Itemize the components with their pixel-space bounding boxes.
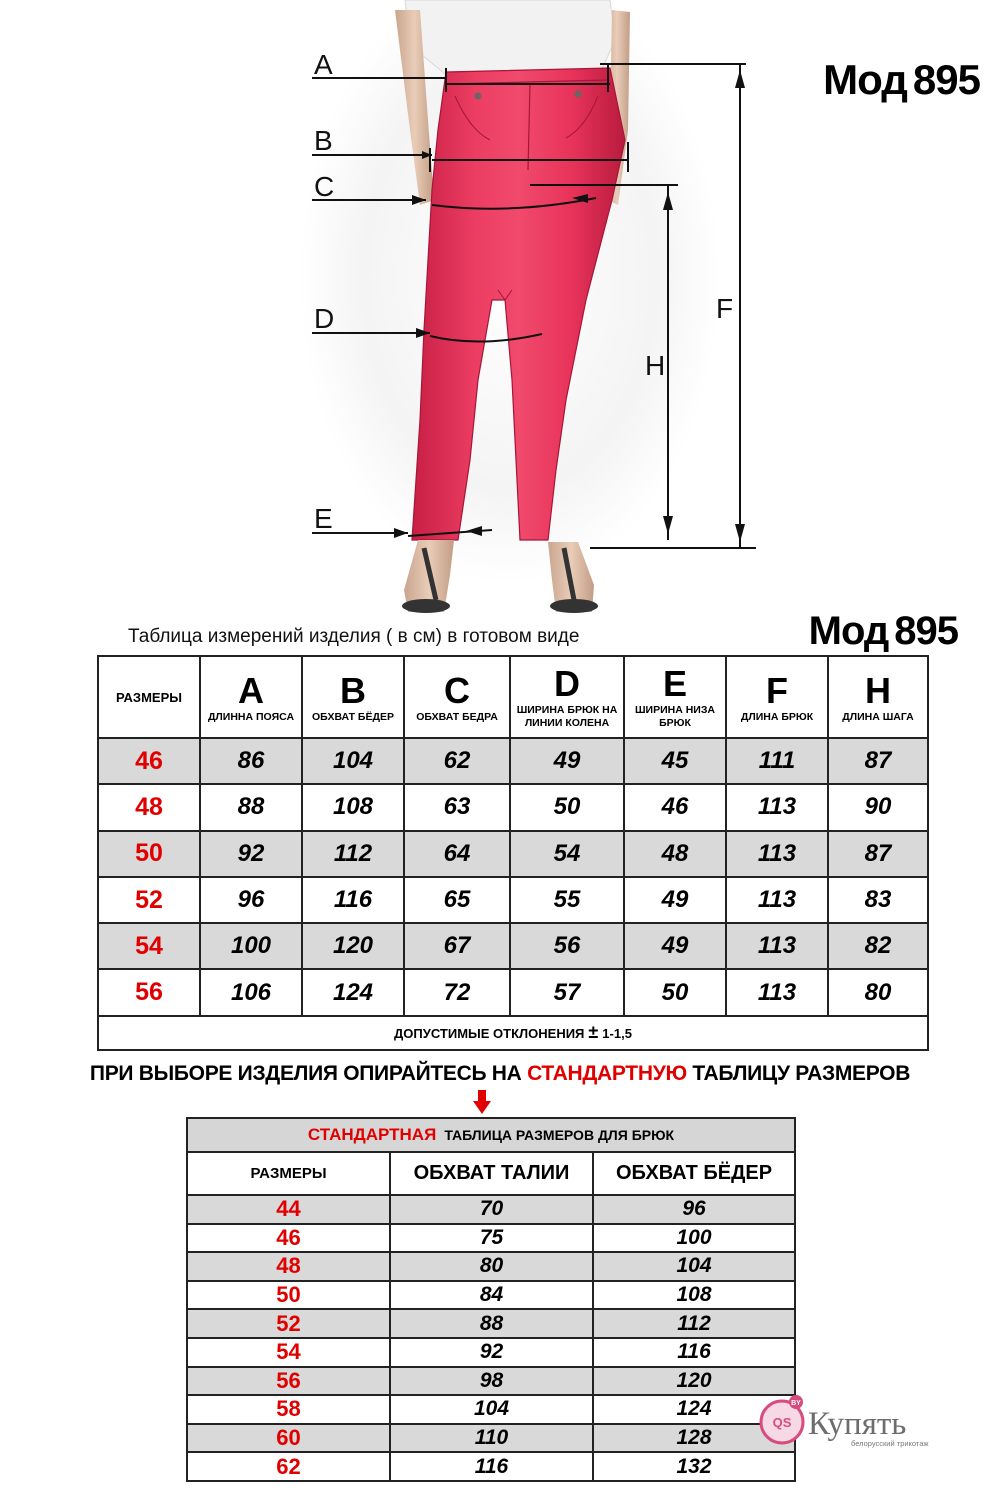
value-cell: 113 — [726, 831, 828, 877]
header-col-a — [200, 656, 302, 738]
model-label: Мод — [823, 56, 907, 103]
standard-size-cell: 50 — [187, 1281, 390, 1310]
header-letter: F — [766, 669, 788, 711]
table-row — [187, 1224, 795, 1253]
size-notice — [0, 1062, 1000, 1086]
table-row — [98, 831, 928, 877]
standard-hips-cell: 132 — [593, 1452, 795, 1481]
logo-tagline: белорусский трикотаж — [851, 1439, 929, 1448]
standard-body — [187, 1118, 795, 1481]
measurement-table — [97, 655, 929, 1051]
tolerance-label: ДОПУСТИМЫЕ ОТКЛОНЕНИЯ — [394, 1026, 585, 1042]
down-arrow-icon — [473, 1090, 491, 1114]
value-cell: 82 — [828, 923, 928, 969]
header-col-e — [624, 656, 726, 738]
model-number: 895 — [894, 609, 958, 653]
value-cell: 100 — [200, 923, 302, 969]
marker-f: F — [716, 293, 734, 324]
marker-c: C — [314, 171, 335, 202]
value-cell: 88 — [200, 784, 302, 830]
value-cell: 87 — [828, 738, 928, 784]
header-col-h — [828, 656, 928, 738]
value-cell: 83 — [828, 877, 928, 923]
standard-col-waist: ОБХВАТ ТАЛИИ — [390, 1152, 593, 1195]
header-letter: A — [238, 669, 264, 711]
value-cell: 87 — [828, 831, 928, 877]
standard-hips-cell: 104 — [593, 1252, 795, 1281]
value-cell: 49 — [624, 877, 726, 923]
standard-size-cell: 54 — [187, 1338, 390, 1367]
table-row — [187, 1252, 795, 1281]
header-col-f — [726, 656, 828, 738]
header-label: ШИРИНА БРЮК НА ЛИНИИ КОЛЕНА — [516, 704, 618, 729]
standard-waist-cell: 88 — [390, 1309, 593, 1338]
table-row — [98, 877, 928, 923]
size-cell: 56 — [98, 969, 200, 1015]
header-label: ДЛИННА ПОЯСА — [207, 710, 295, 723]
standard-hips-cell: 116 — [593, 1338, 795, 1367]
value-cell: 113 — [726, 784, 828, 830]
table-row — [98, 738, 928, 784]
logo-badge-text: QS — [772, 1415, 792, 1430]
size-cell: 52 — [98, 877, 200, 923]
standard-hips-cell: 96 — [593, 1195, 795, 1224]
value-cell: 49 — [510, 738, 624, 784]
table-row — [187, 1395, 795, 1424]
table-row — [187, 1424, 795, 1453]
header-col-d — [510, 656, 624, 738]
notice-after: ТАБЛИЦУ РАЗМЕРОВ — [686, 1062, 911, 1085]
header-label: ОБХВАТ БЁДЕР — [312, 710, 394, 723]
brand-logo — [756, 1386, 966, 1456]
value-cell: 55 — [510, 877, 624, 923]
value-cell: 63 — [404, 784, 510, 830]
standard-size-cell: 62 — [187, 1452, 390, 1481]
size-cell: 50 — [98, 831, 200, 877]
rivet-icon — [475, 93, 482, 100]
standard-hips-cell: 128 — [593, 1424, 795, 1453]
model-number-top — [823, 56, 980, 104]
logo-badge-sup: BY — [791, 1400, 801, 1407]
header-label: ШИРИНА НИЗА БРЮК — [634, 704, 716, 729]
marker-d: D — [314, 303, 335, 334]
value-cell: 106 — [200, 969, 302, 1015]
value-cell: 108 — [302, 784, 404, 830]
model-label: Мод — [808, 609, 889, 653]
value-cell: 62 — [404, 738, 510, 784]
value-cell: 80 — [828, 969, 928, 1015]
table-caption — [128, 609, 958, 653]
tolerance-cell — [98, 1016, 928, 1050]
standard-waist-cell: 98 — [390, 1367, 593, 1396]
value-cell: 116 — [302, 877, 404, 923]
standard-size-cell: 56 — [187, 1367, 390, 1396]
standard-waist-cell: 110 — [390, 1424, 593, 1453]
table-row — [187, 1338, 795, 1367]
standard-size-cell: 46 — [187, 1224, 390, 1253]
marker-a: A — [314, 49, 333, 80]
header-letter: D — [554, 663, 580, 704]
table-row — [187, 1195, 795, 1224]
value-cell: 120 — [302, 923, 404, 969]
standard-hips-cell: 112 — [593, 1309, 795, 1338]
value-cell: 45 — [624, 738, 726, 784]
tolerance-row — [98, 1016, 928, 1050]
value-cell: 67 — [404, 923, 510, 969]
measurement-body — [98, 738, 928, 1050]
value-cell: 90 — [828, 784, 928, 830]
standard-waist-cell: 92 — [390, 1338, 593, 1367]
value-cell: 49 — [624, 923, 726, 969]
size-cell: 46 — [98, 738, 200, 784]
standard-hips-cell: 108 — [593, 1281, 795, 1310]
table-row — [98, 969, 928, 1015]
standard-col-hips: ОБХВАТ БЁДЕР — [593, 1152, 795, 1195]
tolerance-value: 1-1,5 — [602, 1026, 632, 1042]
value-cell: 113 — [726, 923, 828, 969]
rivet-icon — [575, 91, 582, 98]
header-label: ДЛИНА ШАГА — [842, 710, 914, 723]
standard-waist-cell: 116 — [390, 1452, 593, 1481]
size-cell: 54 — [98, 923, 200, 969]
value-cell: 124 — [302, 969, 404, 1015]
standard-hips-cell: 124 — [593, 1395, 795, 1424]
value-cell: 56 — [510, 923, 624, 969]
header-col-b — [302, 656, 404, 738]
value-cell: 57 — [510, 969, 624, 1015]
value-cell: 96 — [200, 877, 302, 923]
value-cell: 65 — [404, 877, 510, 923]
standard-size-table — [186, 1117, 796, 1482]
standard-waist-cell: 75 — [390, 1224, 593, 1253]
standard-waist-cell: 104 — [390, 1395, 593, 1424]
measurement-header-row — [98, 656, 928, 738]
header-letter: B — [340, 669, 366, 711]
table-row — [187, 1367, 795, 1396]
standard-size-cell: 60 — [187, 1424, 390, 1453]
logo-brand-name: Купять — [808, 1406, 907, 1442]
marker-h: H — [645, 350, 666, 381]
value-cell: 50 — [510, 784, 624, 830]
value-cell: 111 — [726, 738, 828, 784]
standard-waist-cell: 80 — [390, 1252, 593, 1281]
standard-column-row — [187, 1152, 795, 1195]
standard-waist-cell: 84 — [390, 1281, 593, 1310]
standard-size-cell: 44 — [187, 1195, 390, 1224]
value-cell: 113 — [726, 877, 828, 923]
value-cell: 104 — [302, 738, 404, 784]
header-letter: E — [662, 663, 687, 704]
value-cell: 48 — [624, 831, 726, 877]
table-row — [98, 784, 928, 830]
size-cell: 48 — [98, 784, 200, 830]
header-col-c — [404, 656, 510, 738]
header-label: ДЛИНА БРЮК — [740, 710, 814, 723]
table-row — [187, 1281, 795, 1310]
standard-waist-cell: 70 — [390, 1195, 593, 1224]
value-cell: 50 — [624, 969, 726, 1015]
table-row — [98, 923, 928, 969]
marker-b: B — [314, 125, 333, 156]
value-cell: 112 — [302, 831, 404, 877]
value-cell: 46 — [624, 784, 726, 830]
caption-text: Таблица измерений изделия ( в см) в готовом виде — [128, 626, 580, 647]
value-cell: 54 — [510, 831, 624, 877]
table-row — [187, 1309, 795, 1338]
standard-title — [187, 1118, 795, 1152]
standard-title-row — [187, 1118, 795, 1152]
standard-hips-cell: 100 — [593, 1224, 795, 1253]
value-cell: 86 — [200, 738, 302, 784]
value-cell: 64 — [404, 831, 510, 877]
tolerance-sign: ± — [588, 1022, 599, 1043]
model-number-mid — [809, 609, 958, 654]
header-letter: H — [865, 669, 891, 711]
standard-title-rest: ТАБЛИЦА РАЗМЕРОВ ДЛЯ БРЮК — [444, 1127, 675, 1143]
notice-highlight: СТАНДАРТНУЮ — [527, 1062, 687, 1085]
standard-title-highlight: СТАНДАРТНАЯ — [307, 1125, 437, 1144]
header-label: ОБХВАТ БЕДРА — [416, 710, 498, 723]
logo-graphic — [756, 1386, 966, 1456]
notice-before: ПРИ ВЫБОРЕ ИЗДЕЛИЯ ОПИРАЙТЕСЬ НА — [89, 1062, 528, 1085]
marker-e: E — [314, 503, 333, 534]
standard-size-cell: 58 — [187, 1395, 390, 1424]
header-sizes: РАЗМЕРЫ — [98, 656, 200, 738]
header-letter: C — [444, 669, 470, 711]
value-cell: 72 — [404, 969, 510, 1015]
standard-size-cell: 48 — [187, 1252, 390, 1281]
value-cell: 113 — [726, 969, 828, 1015]
model-number: 895 — [912, 56, 980, 103]
standard-col-size: РАЗМЕРЫ — [187, 1152, 390, 1195]
pants-illustration — [0, 0, 1000, 615]
standard-size-cell: 52 — [187, 1309, 390, 1338]
table-row — [187, 1452, 795, 1481]
standard-hips-cell: 120 — [593, 1367, 795, 1396]
value-cell: 92 — [200, 831, 302, 877]
